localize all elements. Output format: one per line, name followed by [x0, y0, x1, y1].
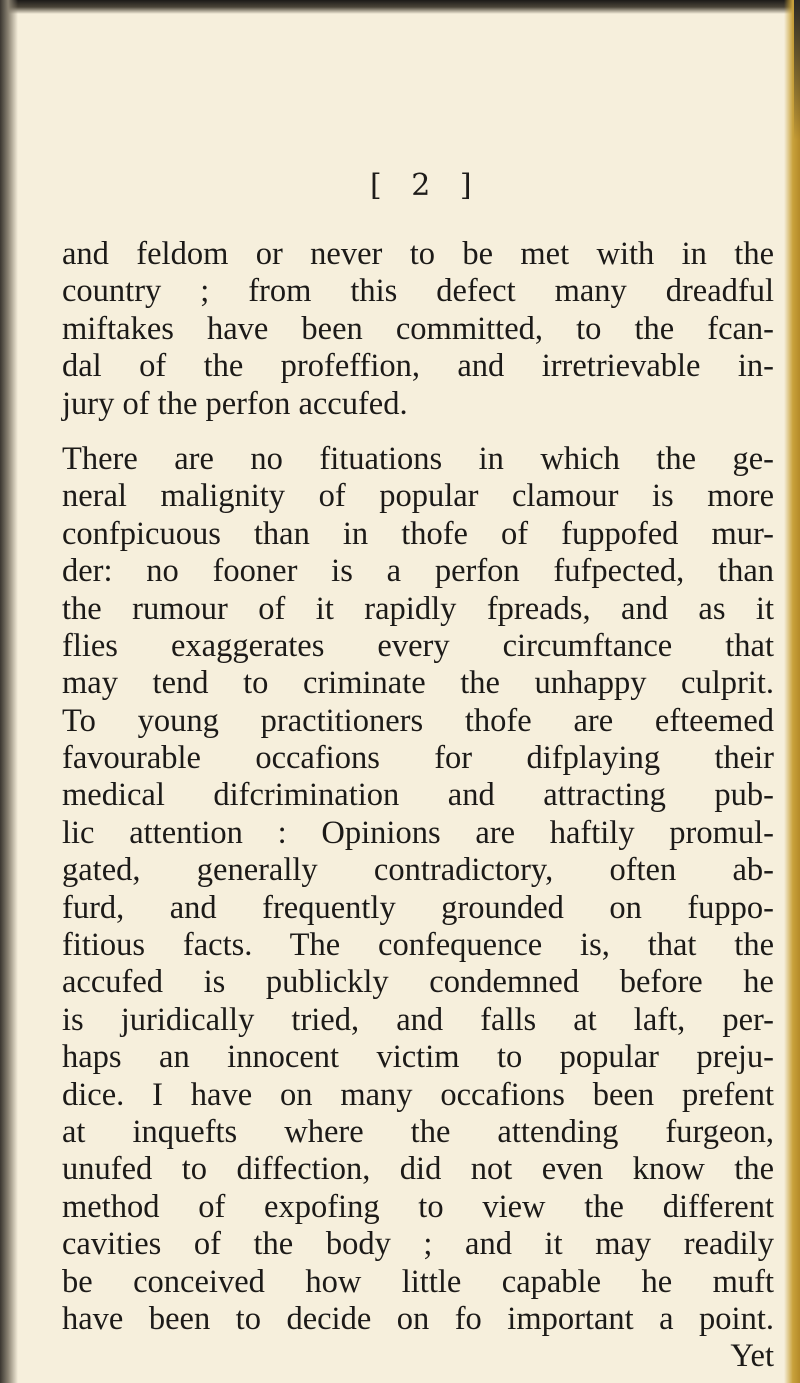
text-line: be conceived how little capable he muft: [62, 1263, 774, 1300]
text-line: favourable occafions for difplaying their: [62, 740, 774, 777]
text-line: at inquefts where the attending furgeon,: [62, 1113, 774, 1150]
body-text: [62, 236, 774, 1376]
text-line: jury of the perfon accufed.: [62, 385, 408, 422]
page-number-header: [ 2 ]: [370, 168, 482, 203]
left-binding-edge: [0, 0, 18, 1383]
top-shadow: [0, 0, 800, 14]
catchword: Yet: [730, 1338, 774, 1375]
text-line: dal of the profeffion, and irretrievable in-: [62, 348, 774, 385]
text-line: accufed is publickly condemned before he: [62, 964, 774, 1001]
text-line: and feldom or never to be met with in the: [62, 236, 774, 272]
text-line: neral malignity of popular clamour is more: [62, 478, 774, 515]
text-line: haps an innocent victim to popular preju-: [62, 1039, 774, 1076]
text-line: unufed to diffection, did not even know the: [62, 1151, 774, 1188]
text-line: is juridically tried, and falls at laft, per-: [62, 1001, 774, 1038]
text-line: cavities of the body ; and it may readily: [62, 1226, 774, 1263]
text-line: dice. I have on many occafions been prefent: [62, 1076, 774, 1113]
text-line: medical difcrimination and attracting pub-: [62, 777, 774, 814]
text-line: gated, generally contradictory, often ab-: [62, 852, 774, 889]
text-line: have been to decide on fo important a point.: [62, 1300, 774, 1337]
text-line: furd, and frequently grounded on fuppo-: [62, 889, 774, 926]
text-line: method of expofing to view the different: [62, 1188, 774, 1225]
text-line: To young practitioners thofe are efteemed: [62, 702, 774, 739]
right-page-edge: [784, 0, 800, 1383]
text-line: flies exaggerates every circumftance that: [62, 627, 774, 664]
right-edge-shadow: [794, 0, 800, 140]
text-line: miftakes have been committed, to the fcan-: [62, 310, 774, 347]
text-line: the rumour of it rapidly fpreads, and as it: [62, 590, 774, 627]
text-line: fitious facts. The confequence is, that the: [62, 927, 774, 964]
text-line: may tend to criminate the unhappy culprit.: [62, 665, 774, 702]
text-line: der: no fooner is a perfon fufpected, than: [62, 553, 774, 590]
text-line: There are no fituations in which the ge-: [62, 440, 774, 477]
text-line: lic attention : Opinions are haftily promul-: [62, 814, 774, 851]
text-line: confpicuous than in thofe of fuppofed mur-: [62, 515, 774, 552]
text-line: country ; from this defect many dreadful: [62, 273, 774, 310]
